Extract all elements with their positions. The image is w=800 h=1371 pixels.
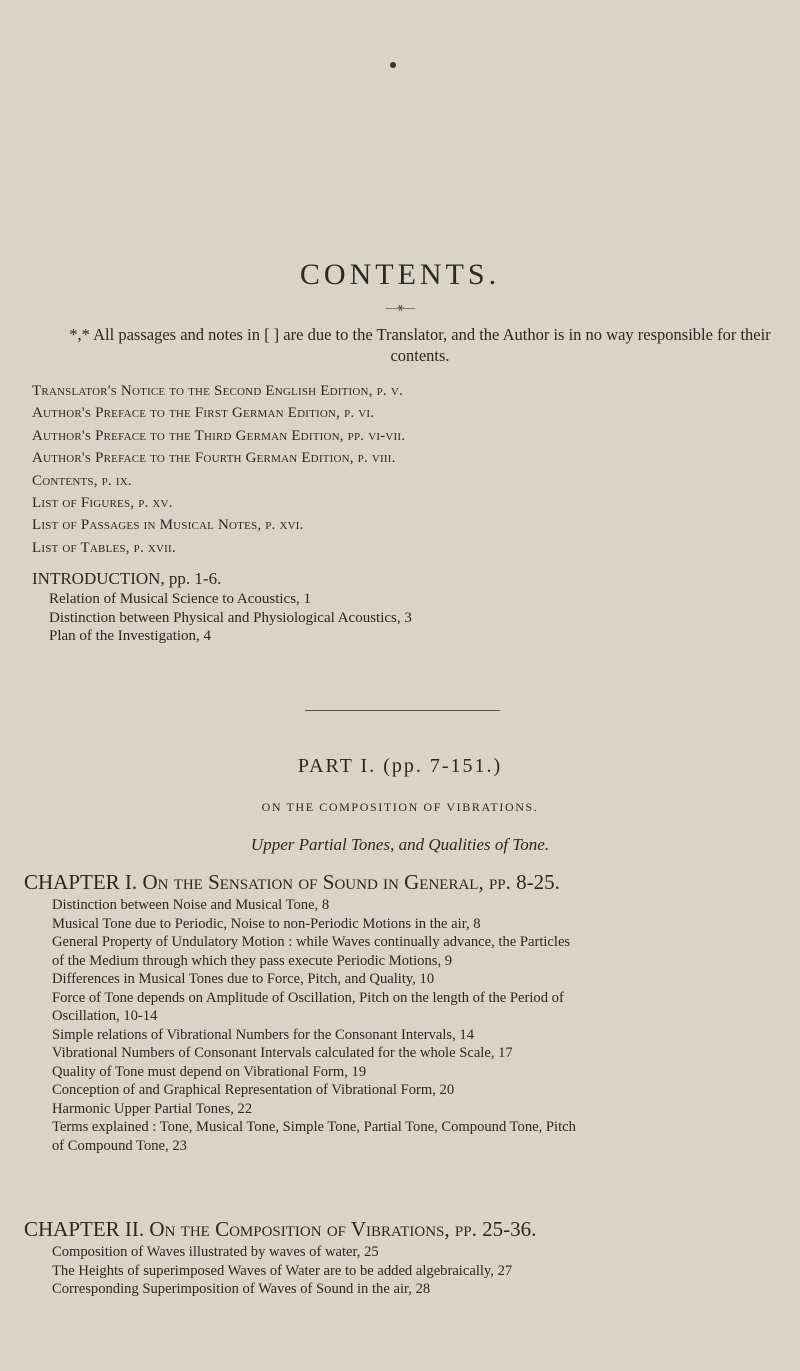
chapter-label: CHAPTER II. <box>24 1217 145 1241</box>
translator-note: *,* All passages and notes in [ ] are due to the Translator, and the Author is in no way responsible for their contents. <box>69 325 771 365</box>
part-subtitle: ON THE COMPOSITION OF VIBRATIONS. <box>261 800 539 814</box>
chapter-item: Conception of and Graphical Representation of Vibrational Form, 20 <box>52 1082 455 1098</box>
chapter-item: Musical Tone due to Periodic, Noise to non-Periodic Motions in the air, 8 <box>52 915 481 932</box>
chapter-1-section <box>24 868 794 1155</box>
front-entry: Author's Preface to the First German Edition, p. vi. <box>32 405 375 422</box>
chapter-label: CHAPTER I. <box>24 870 138 894</box>
chapter-1-heading <box>24 868 794 896</box>
chapter-2-section <box>24 1215 794 1299</box>
chapter-2-heading <box>24 1215 794 1243</box>
page-title: CONTENTS. <box>299 258 501 291</box>
front-entry: Translator's Notice to the Second English Edition, p. v. <box>32 383 403 399</box>
chapter-item: Distinction between Noise and Musical Tone, 8 <box>52 897 330 913</box>
introduction-item: Distinction between Physical and Physiological Acoustics, 3 <box>49 609 412 626</box>
chapter-title: On the Composition of Vibrations, pp. 25-36. <box>149 1217 537 1241</box>
introduction-item: Plan of the Investigation, 4 <box>49 628 212 644</box>
chapter-item: Force of Tone depends on Amplitude of Oscillation, Pitch on the length of the Period of <box>52 989 564 1006</box>
chapter-item: Terms explained : Tone, Musical Tone, Simple Tone, Partial Tone, Compound Tone, Pitch <box>52 1119 576 1135</box>
front-entry: Contents, p. ix. <box>32 472 132 489</box>
chapter-item: Composition of Waves illustrated by waves of water, 25 <box>52 1244 379 1260</box>
front-entry: Author's Preface to the Third German Edition, pp. vi-vii. <box>32 427 406 444</box>
front-matter-list <box>32 380 772 559</box>
section-rule <box>305 710 500 711</box>
chapter-item: The Heights of superimposed Waves of Water are to be added algebraically, 27 <box>52 1262 513 1279</box>
chapter-item-continuation: of Compound Tone, 23 <box>52 1137 187 1154</box>
chapter-item: General Property of Undulatory Motion : while Waves continually advance, the Particles <box>52 934 571 950</box>
front-entry: List of Figures, p. xv. <box>32 495 173 512</box>
chapter-item: Harmonic Upper Partial Tones, 22 <box>52 1100 253 1117</box>
chapter-title: On the Sensation of Sound in General, pp. 8-25. <box>142 870 560 894</box>
introduction-heading: INTRODUCTION, pp. 1-6. <box>32 569 222 588</box>
chapter-item-continuation: Oscillation, 10-14 <box>52 1008 158 1024</box>
ornament-divider: —⚹— <box>385 300 415 314</box>
chapter-item-continuation: of the Medium through which they pass execute Periodic Motions, 9 <box>52 952 453 969</box>
front-entry: List of Tables, p. xvii. <box>32 539 176 556</box>
introduction-item: Relation of Musical Science to Acoustics, 1 <box>49 591 312 607</box>
chapter-item: Vibrational Numbers of Consonant Intervals calculated for the whole Scale, 17 <box>52 1045 513 1061</box>
chapter-item: Quality of Tone must depend on Vibrational Form, 19 <box>52 1063 367 1080</box>
chapter-item: Corresponding Superimposition of Waves of Sound in the air, 28 <box>52 1281 431 1297</box>
front-entry: Author's Preface to the Fourth German Edition, p. viii. <box>32 450 396 467</box>
ink-spot <box>390 62 396 68</box>
part-title: PART I. (pp. 7-151.) <box>297 755 503 777</box>
chapter-item: Simple relations of Vibrational Numbers for the Consonant Intervals, 14 <box>52 1026 474 1043</box>
introduction-section <box>32 568 772 646</box>
part-italic-subtitle: Upper Partial Tones, and Qualities of Tone. <box>250 835 550 854</box>
front-entry: List of Passages in Musical Notes, p. xvi. <box>32 517 304 534</box>
chapter-item: Differences in Musical Tones due to Force, Pitch, and Quality, 10 <box>52 971 435 987</box>
